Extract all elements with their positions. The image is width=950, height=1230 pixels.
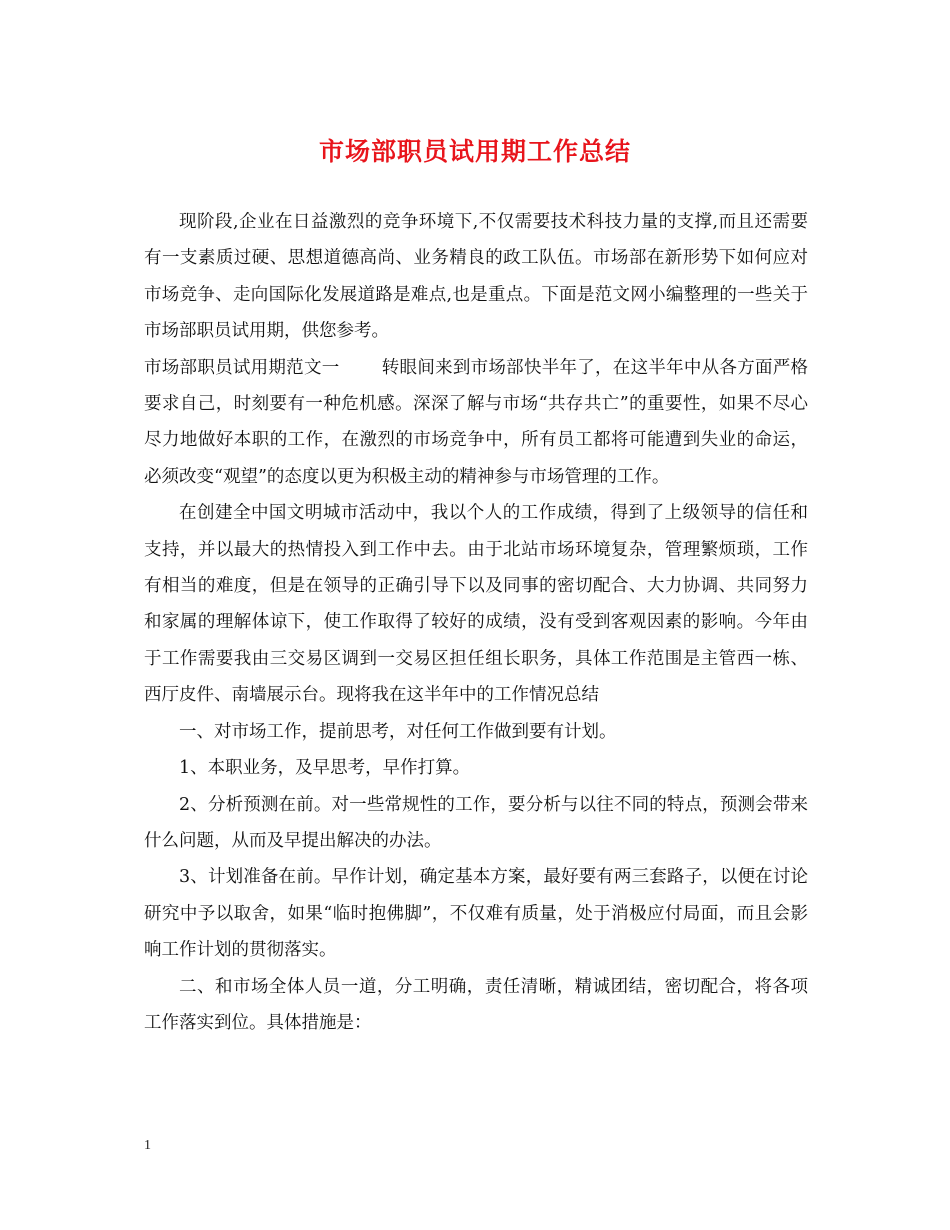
page-number: 1 bbox=[144, 1138, 151, 1153]
sample-label: 市场部职员试用期范文一 bbox=[144, 357, 340, 378]
document-body bbox=[144, 204, 808, 1041]
document-title: 市场部职员试用期工作总结 bbox=[318, 137, 631, 166]
list-item: 2、分析预测在前。对一些常规性的工作，要分析与以往不同的特点，预测会带来什么问题，从而及早提出解决的办法。 bbox=[144, 794, 808, 851]
list-item: 3、计划准备在前。早作计划，确定基本方案，最好要有两三套路子，以便在讨论研究中予以取舍，如果“临时抱佛脚”，不仅难有质量，处于消极应付局面，而且会影响工作计划的贯彻落实。 bbox=[144, 867, 808, 961]
section-heading: 二、和市场全体人员一道，分工明确，责任清晰，精诚团结，密切配合，将各项工作落实到位。具体措施是： bbox=[144, 976, 808, 1033]
list-item: 1、本职业务，及早思考，早作打算。 bbox=[179, 758, 471, 779]
body-paragraph: 在创建全中国文明城市活动中，我以个人的工作成绩，得到了上级领导的信任和支持，并以最大的热情投入到工作中去。由于北站市场环境复杂，管理繁烦琐，工作有相当的难度，但是在领导的正确引导下以及同事的密切配合、大力协调、共同努力和家属的理解体谅下，使工作取得了较好的成绩，没有受到客观因素的影响。今年由于工作需要我由三交易区调到一交易区担任组长职务，具体工作范围是主管西一栋、西厅皮件、南墙展示台。现将我在这半年中的工作情况总结 bbox=[144, 503, 808, 706]
sample-text: 转眼间来到市场部快半年了，在这半年中从各方面严格要求自己，时刻要有一种危机感。深深了解与市场“共存共亡”的重要性，如果不尽心尽力地做好本职的工作，在激烈的市场竞争中，所有员工都将可能遭到失业的命运，必须改变“观望”的态度以更为积极主动的精神参与市场管理的工作。 bbox=[144, 357, 809, 487]
section-heading: 一、对市场工作，提前思考，对任何工作做到要有计划。 bbox=[179, 721, 617, 742]
sample-paragraph bbox=[144, 350, 808, 496]
intro-paragraph: 现阶段,企业在日益激烈的竞争环境下,不仅需要技术科技力量的支撑,而且还需要有一支素质过硬、思想道德高尚、业务精良的政工队伍。市场部在新形势下如何应对市场竞争、走向国际化发展道路是难点,也是重点。下面是范文网小编整理的一些关于市场部职员试用期，供您参考。 bbox=[144, 212, 808, 342]
